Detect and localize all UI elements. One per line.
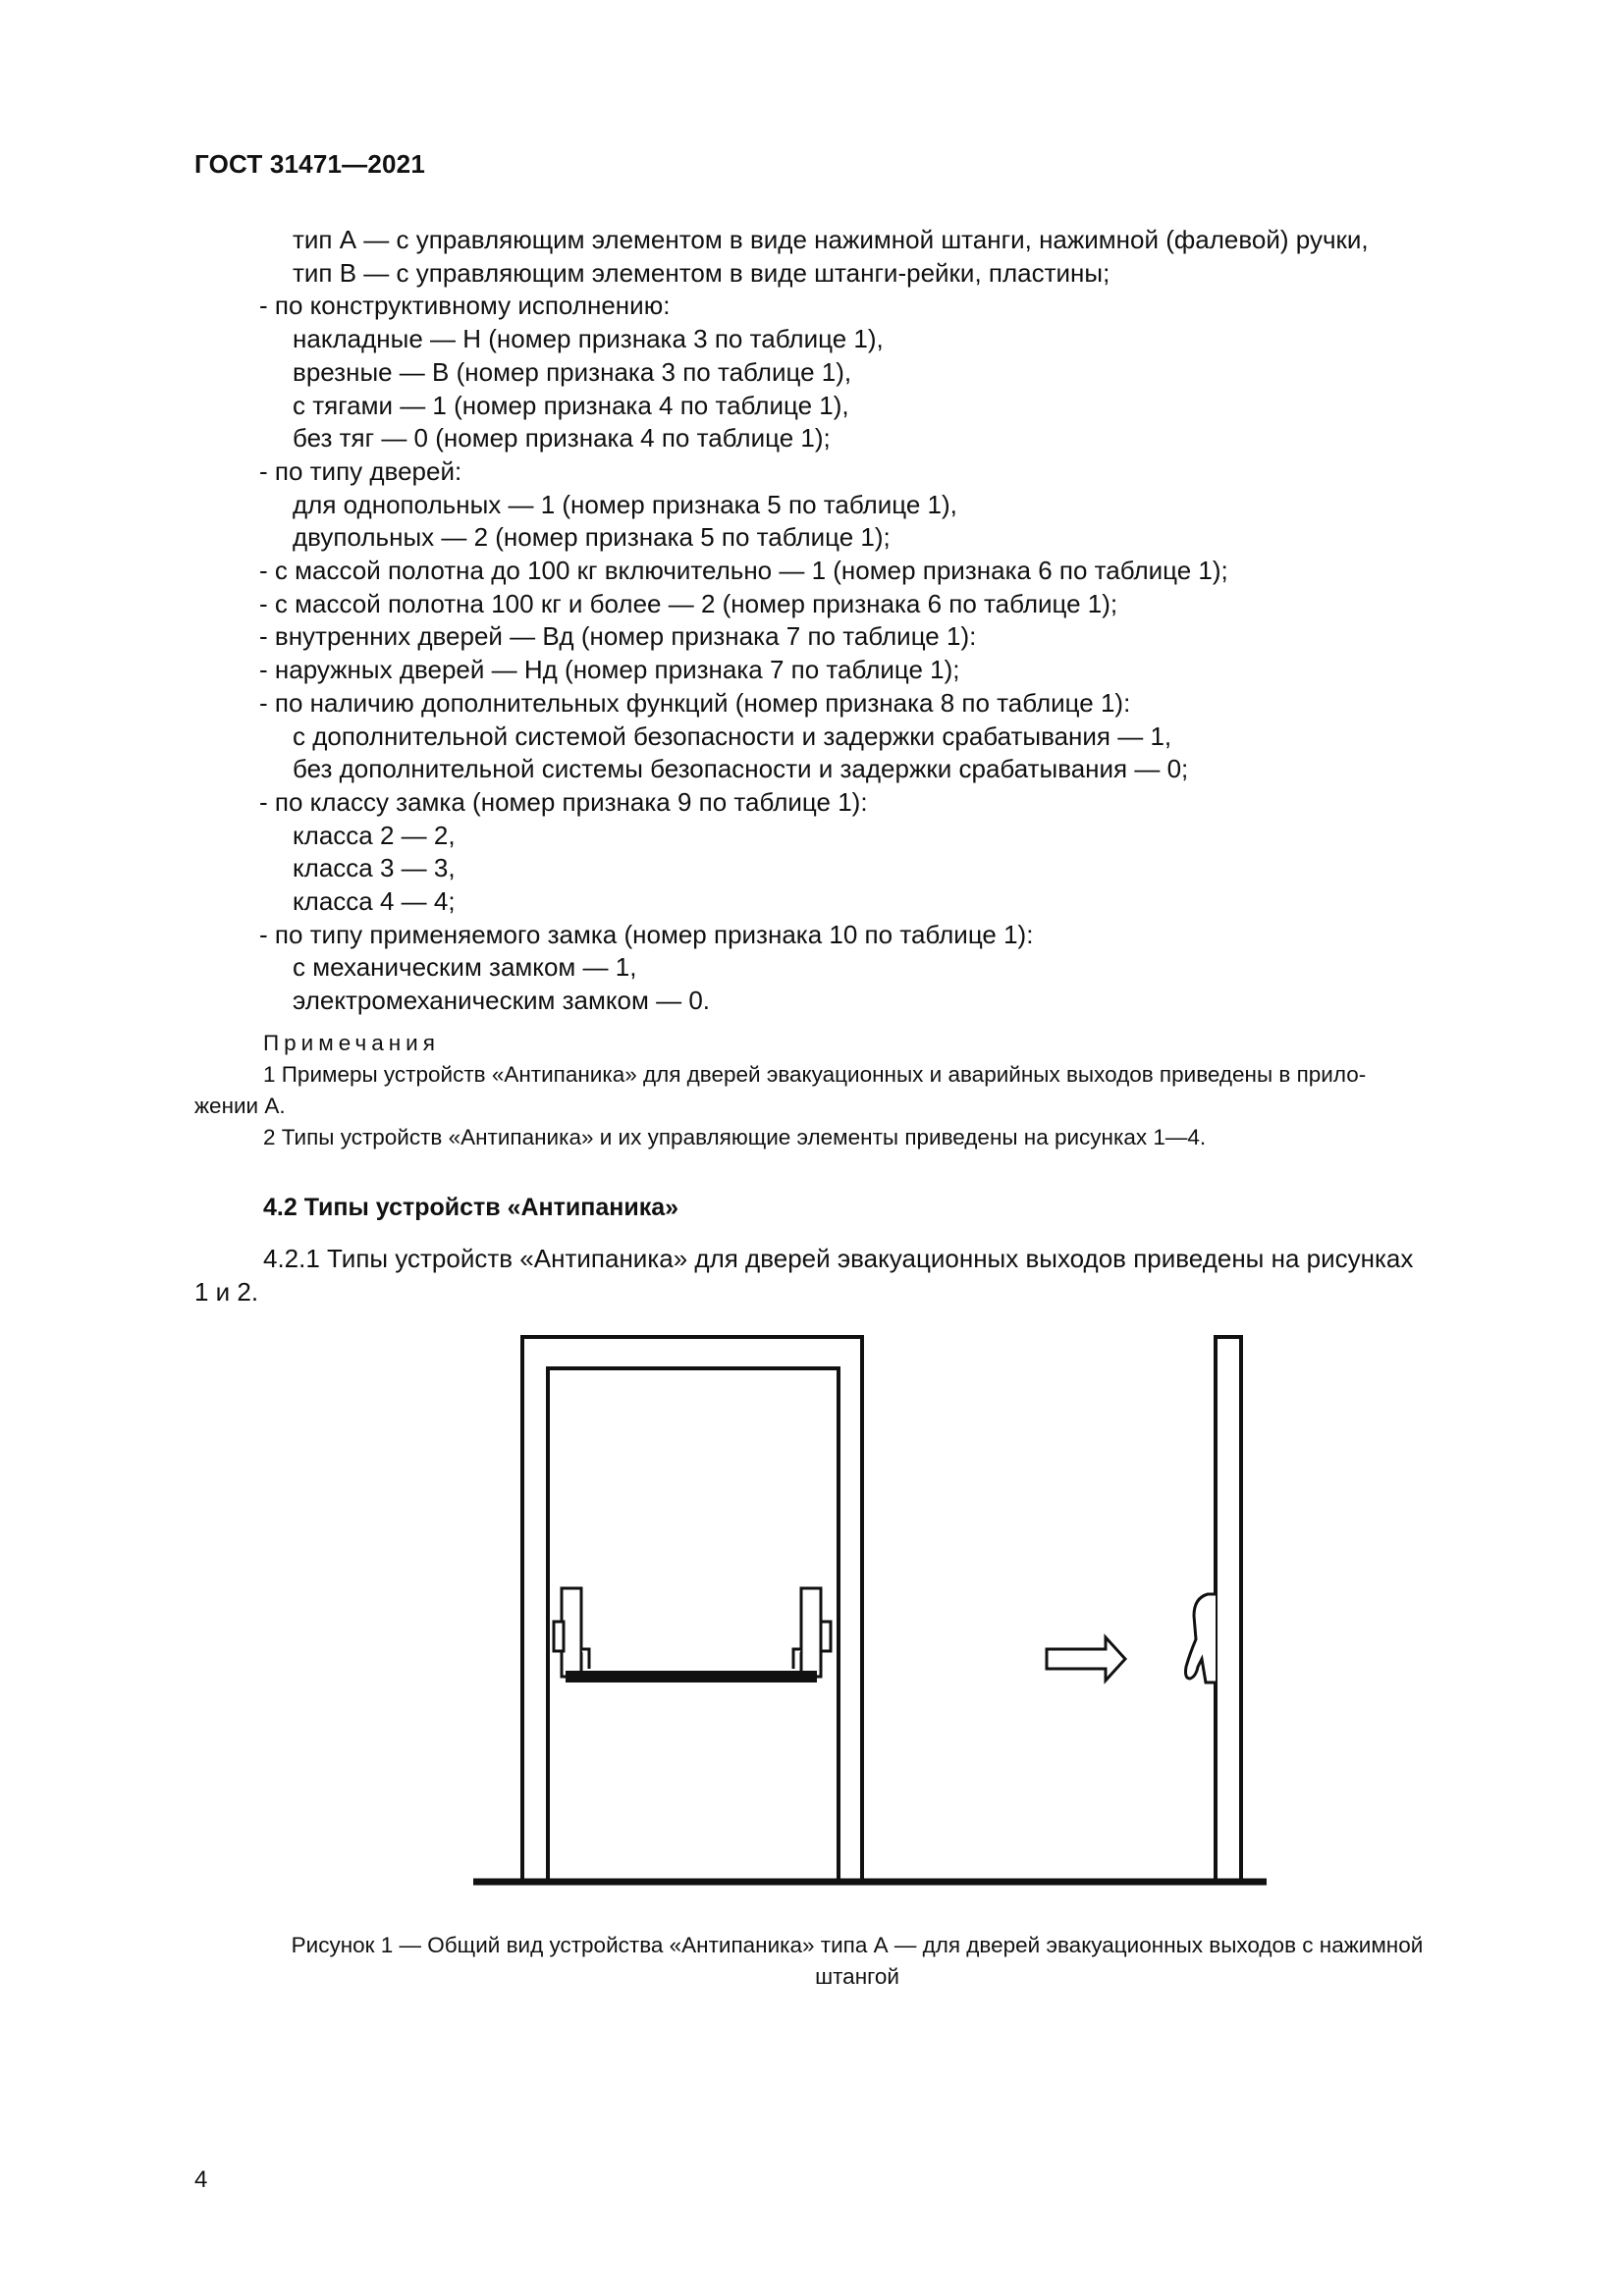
caption-line: штангой (815, 1964, 899, 1989)
document-body (194, 224, 1520, 1308)
push-bar-end-right (801, 1588, 821, 1677)
text-line: с механическим замком — 1, (293, 952, 637, 983)
caption-line: Рисунок 1 — Общий вид устройства «Антипаника» типа А — для дверей эвакуационных выходов с нажимной (291, 1933, 1424, 1957)
text-line: тип А — с управляющим элементом в виде нажимной штанги, нажимной (фалевой) ручки, (293, 225, 1369, 254)
section-paragraph (194, 1242, 1520, 1308)
text-line: электромеханическим замком — 0. (293, 986, 711, 1016)
text-line: - по классу замка (номер признака 9 по таблице 1): (259, 786, 868, 817)
text-line: - внутренних дверей — Вд (номер признака 7 по таблице 1): (259, 621, 977, 652)
text-line: двупольных — 2 (номер признака 5 по таблице 1); (293, 522, 891, 553)
door-frame-inner (548, 1368, 839, 1882)
text-line: для однопольных — 1 (номер признака 5 по таблице 1), (293, 489, 957, 519)
text-line: класса 3 — 3, (293, 853, 456, 883)
push-bar-bracket-left (554, 1622, 564, 1651)
text-line: накладные — Н (номер признака 3 по таблице 1), (293, 324, 884, 354)
note-item-continuation: жении А. (194, 1093, 286, 1118)
document-header: ГОСТ 31471—2021 (194, 149, 425, 179)
note-item: 2 Типы устройств «Антипаника» и их управляющие элементы приведены на рисунках 1—4. (263, 1124, 1207, 1149)
text-line: - с массой полотна 100 кг и более — 2 (номер признака 6 по таблице 1); (259, 588, 1118, 618)
notes-block (194, 1028, 1520, 1153)
hand-icon (1186, 1594, 1217, 1682)
paragraph-line: 4.2.1 Типы устройств «Антипаника» для дверей эвакуационных выходов приведены на рисунках (263, 1243, 1414, 1273)
text-line: без тяг — 0 (номер признака 4 по таблице 1); (293, 423, 831, 454)
text-line: - по типу применяемого замка (номер признака 10 по таблице 1): (259, 919, 1034, 949)
push-bar (566, 1671, 817, 1682)
text-line: - с массой полотна до 100 кг включительно — 1 (номер признака 6 по таблице 1); (259, 556, 1228, 586)
text-line: с дополнительной системой безопасности и задержки срабатывания — 1, (293, 721, 1172, 751)
section-title: 4.2 Типы устройств «Антипаника» (263, 1193, 679, 1221)
figure-1-drawing (432, 1325, 1296, 1904)
text-line: врезные — В (номер признака 3 по таблице 1), (293, 356, 852, 387)
text-line: - наружных дверей — Нд (номер признака 7 по таблице 1); (259, 655, 960, 685)
text-line: без дополнительной системы безопасности и задержки срабатывания — 0; (293, 754, 1189, 784)
text-line: - по конструктивному исполнению: (259, 291, 671, 321)
figure-caption (194, 1930, 1520, 1993)
page-number: 4 (194, 2166, 208, 2193)
wall-side-view (1216, 1337, 1241, 1882)
text-line: с тягами — 1 (номер признака 4 по таблице 1), (293, 390, 849, 420)
text-line: - по типу дверей: (259, 455, 462, 486)
text-line: тип В — с управляющим элементом в виде штанги-рейки, пластины; (293, 257, 1110, 288)
push-bar-device (554, 1588, 831, 1677)
text-line: класса 4 — 4; (293, 886, 456, 917)
text-line: - по наличию дополнительных функций (номер признака 8 по таблице 1): (259, 687, 1131, 718)
push-direction-arrow (1047, 1637, 1125, 1681)
text-line: класса 2 — 2, (293, 820, 456, 850)
push-bar-bracket-right (821, 1622, 831, 1651)
paragraph-line: 1 и 2. (194, 1276, 259, 1307)
notes-title: Примечания (263, 1030, 440, 1055)
note-item: 1 Примеры устройств «Антипаника» для дверей эвакуационных и аварийных выходов приведены в прило- (263, 1061, 1367, 1087)
